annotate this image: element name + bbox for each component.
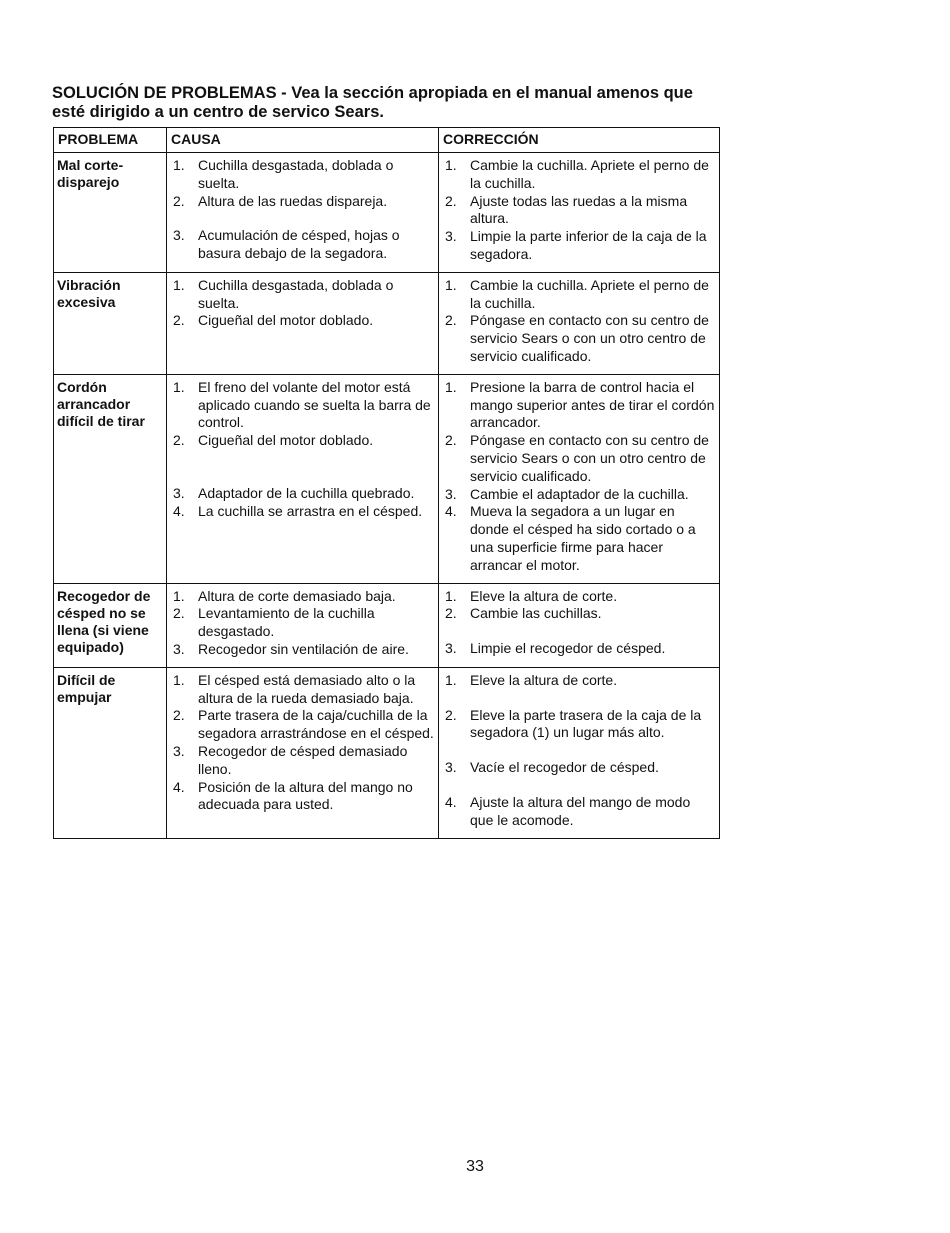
list-item [445, 157, 717, 193]
list-item [173, 277, 436, 313]
item-number: 1. [445, 276, 457, 293]
item-number: 3. [173, 742, 185, 759]
item-number: 4. [173, 778, 185, 795]
list-item [445, 503, 717, 574]
item-number: 4. [445, 793, 457, 810]
problem-line: Vibración [57, 276, 121, 293]
item-number: 2. [445, 432, 457, 449]
item-text: Limpie la parte inferior de la caja de la segadora. [470, 228, 707, 262]
item-text: El césped está demasiado alto o la altura de la rueda demasiado baja. [198, 671, 416, 706]
problem-line: equipado) [57, 638, 124, 655]
table-header-row [54, 128, 720, 153]
table-row [54, 374, 720, 583]
item-text: Póngase en contacto con su centro de servicio Sears o con un otro centro de servicio cualificado. [470, 312, 709, 364]
item-number: 3. [445, 640, 457, 657]
item-number: 2. [173, 432, 185, 449]
problem-line: disparejo [57, 174, 120, 190]
item-number: 2. [445, 605, 457, 622]
list-item [445, 605, 717, 623]
column-header-correccion: CORRECCIÓN [439, 128, 720, 153]
list-item [173, 379, 436, 432]
item-number: 1. [173, 671, 185, 688]
list-item [173, 779, 436, 815]
item-text: Eleve la altura de corte. [470, 671, 618, 688]
item-text: Ajuste todas las ruedas a la misma altura. [470, 192, 688, 227]
cause-cell [167, 374, 439, 583]
cause-cell [167, 667, 439, 838]
item-number: 3. [445, 485, 457, 502]
list-item [173, 641, 436, 659]
item-number: 2. [445, 312, 457, 329]
column-header-causa: CAUSA [167, 128, 439, 153]
cause-cell [167, 153, 439, 273]
item-text: Cambie el adaptador de la cuchilla. [470, 485, 689, 502]
table-row [54, 272, 720, 374]
problem-line: césped no se [57, 604, 146, 621]
table-row [54, 583, 720, 667]
item-text: Altura de las ruedas dispareja. [198, 192, 388, 209]
item-text: Acumulación de césped, hojas o basura debajo de la segadora. [198, 227, 400, 262]
table-row [54, 667, 720, 838]
problem-cell [54, 153, 167, 273]
item-number: 1. [445, 378, 457, 395]
problem-line: empujar [57, 688, 112, 705]
item-text: Eleve la altura de corte. [470, 587, 618, 604]
item-number: 2. [173, 605, 185, 622]
item-text: Recogedor sin ventilación de aire. [198, 640, 409, 657]
correction-cell [439, 272, 720, 374]
heading-line-1: SOLUCIÓN DE PROBLEMAS - Vea la sección apropiada en el manual amenos que [52, 84, 693, 102]
item-number: 1. [173, 587, 185, 604]
item-text: Limpie el recogedor de césped. [470, 640, 666, 657]
list-item [173, 588, 436, 606]
problem-cell [54, 667, 167, 838]
item-number: 3. [445, 228, 457, 245]
list-item [445, 379, 717, 432]
item-number: 3. [445, 759, 457, 776]
item-text: Cambie las cuchillas. [470, 605, 602, 622]
list-item [445, 193, 717, 229]
list-item [173, 193, 436, 211]
list-item [445, 672, 717, 690]
list-item [445, 432, 717, 485]
problem-line: Cordón [57, 378, 107, 395]
item-text: Presione la barra de control hacia el mango superior antes de tirar el cordón arrancador. [470, 378, 715, 431]
list-item [173, 312, 436, 330]
item-text: Cigueñal del motor doblado. [198, 312, 374, 329]
correction-cell [439, 583, 720, 667]
item-text: Cigueñal del motor doblado. [198, 432, 374, 449]
item-number: 1. [173, 378, 185, 395]
list-item [445, 640, 717, 658]
item-text: Cuchilla desgastada, doblada o suelta. [198, 276, 394, 311]
item-text: Vacíe el recogedor de césped. [470, 759, 659, 776]
item-text: La cuchilla se arrastra en el césped. [198, 502, 423, 519]
problem-cell [54, 583, 167, 667]
item-text: Parte trasera de la caja/cuchilla de la segadora arrastrándose en el césped. [198, 707, 434, 742]
item-number: 3. [173, 227, 185, 244]
problem-line: excesiva [57, 293, 116, 310]
item-number: 2. [173, 707, 185, 724]
correction-cell [439, 374, 720, 583]
list-item [173, 157, 436, 193]
item-number: 1. [445, 157, 457, 173]
list-item [173, 672, 436, 708]
page-heading [52, 84, 732, 122]
page-number: 33 [466, 1158, 484, 1175]
item-text: Ajuste la altura del mango de modo que le acomode. [470, 793, 691, 828]
heading-line-2: esté dirigido a un centro de servico Sears. [52, 103, 384, 121]
list-item [445, 794, 717, 830]
list-item [173, 707, 436, 743]
list-item [173, 432, 436, 450]
correction-cell [439, 667, 720, 838]
problem-line: difícil de tirar [57, 412, 145, 429]
problem-line: Mal corte- [57, 157, 124, 173]
item-number: 2. [445, 192, 457, 209]
column-header-problema: PROBLEMA [54, 128, 167, 153]
item-number: 3. [173, 484, 185, 501]
item-number: 1. [445, 587, 457, 604]
problem-cell [54, 272, 167, 374]
item-text: Recogedor de césped demasiado lleno. [198, 742, 408, 777]
list-item [445, 277, 717, 313]
list-item [173, 503, 436, 521]
item-number: 4. [173, 502, 185, 519]
list-item [173, 485, 436, 503]
cause-cell [167, 583, 439, 667]
list-item [173, 227, 436, 263]
list-item [445, 312, 717, 365]
problem-cell [54, 374, 167, 583]
item-number: 1. [173, 157, 185, 173]
item-number: 1. [445, 671, 457, 688]
item-number: 1. [173, 276, 185, 293]
item-text: Mueva la segadora a un lugar en donde el césped ha sido cortado o a una superficie firme para hacer arrancar el motor. [470, 503, 696, 573]
problem-line: Recogedor de [57, 587, 151, 604]
problem-line: Difícil de [57, 671, 116, 688]
item-text: Adaptador de la cuchilla quebrado. [198, 484, 415, 501]
list-item [173, 605, 436, 641]
item-text: Cambie la cuchilla. Apriete el perno de la cuchilla. [470, 276, 709, 311]
item-number: 2. [173, 192, 185, 209]
troubleshooting-table [53, 127, 720, 839]
list-item [445, 588, 717, 606]
item-text: Levantamiento de la cuchilla desgastado. [198, 605, 375, 640]
item-number: 2. [445, 706, 457, 723]
item-number: 4. [445, 503, 457, 520]
list-item [445, 707, 717, 743]
item-text: El freno del volante del motor está aplicado cuando se suelta la barra de control. [198, 378, 431, 431]
item-number: 2. [173, 312, 185, 329]
item-text: Cuchilla desgastada, doblada o suelta. [198, 157, 394, 191]
cause-cell [167, 272, 439, 374]
list-item [445, 759, 717, 777]
problem-line: llena (si viene [57, 621, 149, 638]
list-item [173, 743, 436, 779]
item-text: Posición de la altura del mango no adecuada para usted. [198, 778, 413, 813]
problem-line: arrancador [57, 395, 131, 412]
item-text: Altura de corte demasiado baja. [198, 587, 396, 604]
correction-cell [439, 153, 720, 273]
table-row [54, 153, 720, 273]
list-item [445, 486, 717, 504]
item-text: Cambie la cuchilla. Apriete el perno de la cuchilla. [470, 157, 709, 191]
item-number: 3. [173, 640, 185, 657]
item-text: Eleve la parte trasera de la caja de la segadora (1) un lugar más alto. [470, 706, 702, 741]
list-item [445, 228, 717, 264]
item-text: Póngase en contacto con su centro de servicio Sears o con un otro centro de servicio cualificado. [470, 432, 709, 484]
